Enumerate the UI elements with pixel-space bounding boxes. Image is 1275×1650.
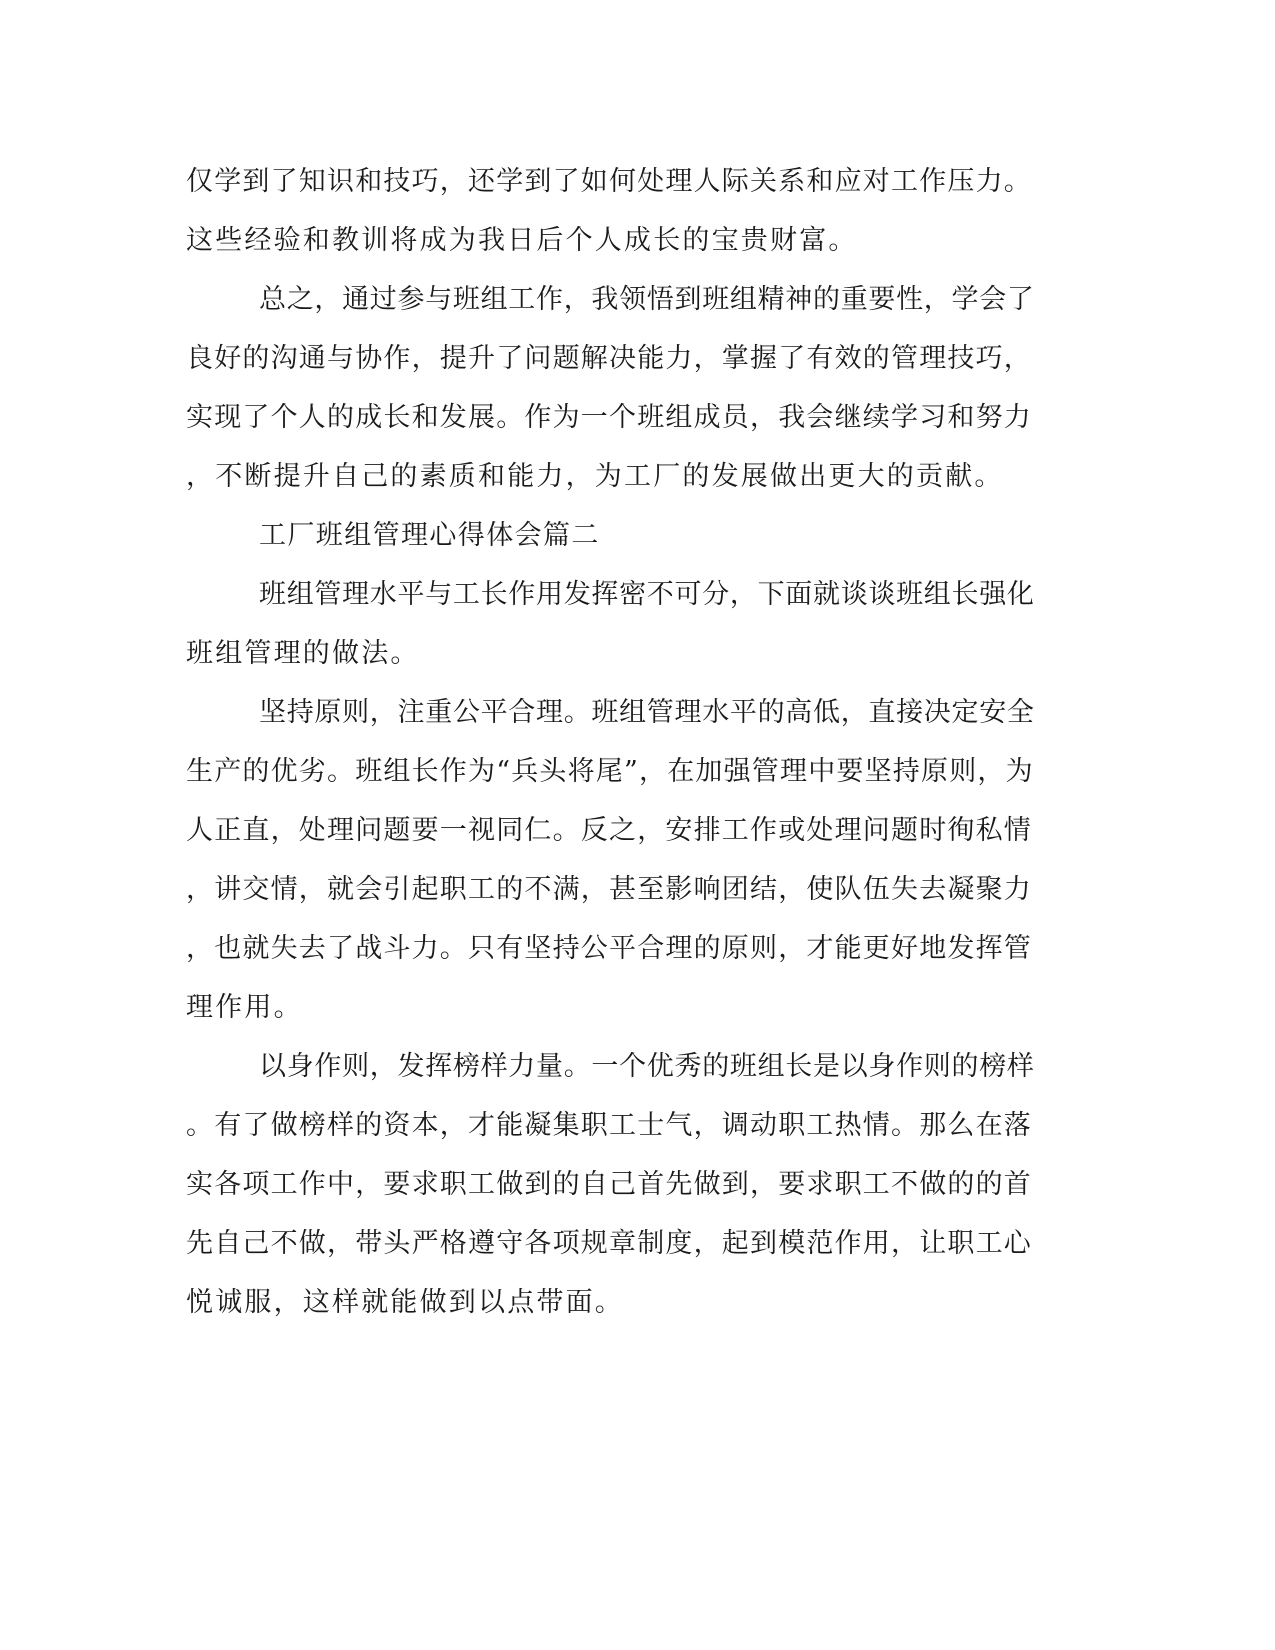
text-line: ，讲交情，就会引起职工的不满，甚至影响团结，使队伍失去凝聚力 <box>186 874 1032 905</box>
text-line: 先自己不做，带头严格遵守各项规章制度，起到模范作用，让职工心 <box>186 1228 1032 1259</box>
text-line: 悦诚服，这样就能做到以点带面。 <box>186 1287 624 1318</box>
text-line: ，不断提升自己的素质和能力，为工厂的发展做出更大的贡献。 <box>186 461 1004 492</box>
text-line: 良好的沟通与协作，提升了问题解决能力，掌握了有效的管理技巧， <box>186 343 1032 374</box>
text-line: 实各项工作中，要求职工做到的自己首先做到，要求职工不做的的首 <box>186 1169 1032 1200</box>
paragraph-start: 班组管理水平与工长作用发挥密不可分，下面就谈谈班组长强化 <box>259 579 1035 610</box>
paragraph-start: 总之，通过参与班组工作，我领悟到班组精神的重要性，学会了 <box>259 284 1035 315</box>
text-line: 这些经验和教训将成为我日后个人成长的宝贵财富。 <box>186 225 858 256</box>
text-line: 理作用。 <box>186 992 303 1023</box>
text-line: 班组管理的做法。 <box>186 638 420 669</box>
section-heading: 工厂班组管理心得体会篇二 <box>259 520 600 551</box>
paragraph-start: 坚持原则，注重公平合理。班组管理水平的高低，直接决定安全 <box>259 697 1035 728</box>
text-line: 实现了个人的成长和发展。作为一个班组成员，我会继续学习和努力 <box>186 402 1032 433</box>
text-line: 。有了做榜样的资本，才能凝集职工士气，调动职工热情。那么在落 <box>186 1110 1032 1141</box>
paragraph-start: 以身作则，发挥榜样力量。一个优秀的班组长是以身作则的榜样 <box>259 1051 1035 1082</box>
text-line: 生产的优劣。班组长作为“兵头将尾”，在加强管理中要坚持原则，为 <box>186 756 1034 787</box>
text-line: 人正直，处理问题要一视同仁。反之，安排工作或处理问题时徇私情 <box>186 815 1032 846</box>
text-line: ，也就失去了战斗力。只有坚持公平合理的原则，才能更好地发挥管 <box>186 933 1032 964</box>
text-line: 仅学到了知识和技巧，还学到了如何处理人际关系和应对工作压力。 <box>186 166 1032 197</box>
